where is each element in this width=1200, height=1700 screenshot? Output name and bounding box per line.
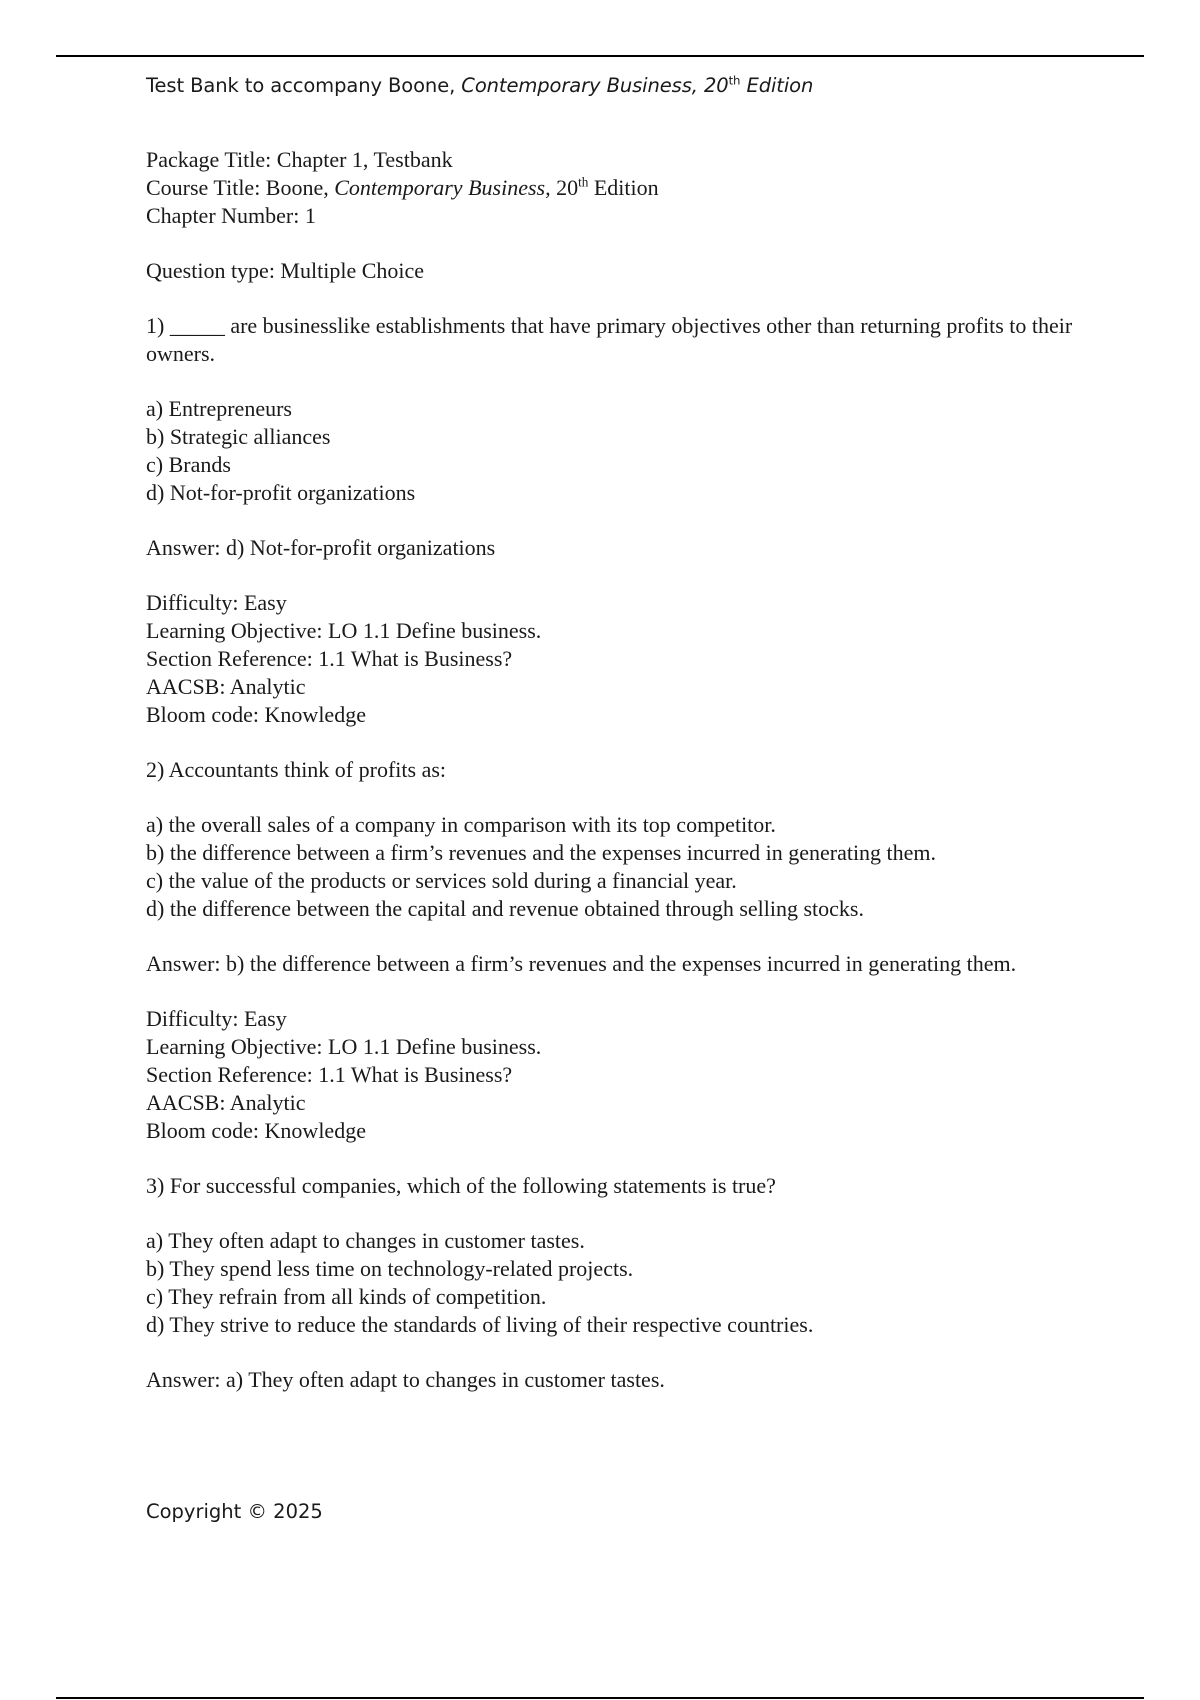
question-2-bloom: Bloom code: Knowledge xyxy=(146,1118,366,1143)
question-2-option-d: d) the difference between the capital and revenue obtained through selling stocks. xyxy=(146,896,864,921)
question-3-option-a: a) They often adapt to changes in customer tastes. xyxy=(146,1228,585,1253)
question-2-stem: 2) Accountants think of profits as: xyxy=(146,757,447,782)
bottom-rule xyxy=(56,1697,1144,1699)
question-1-option-c: c) Brands xyxy=(146,452,231,477)
question-2-difficulty: Difficulty: Easy xyxy=(146,1006,287,1031)
copyright-footer: Copyright © 2025 xyxy=(146,1500,323,1523)
question-1-bloom: Bloom code: Knowledge xyxy=(146,702,366,727)
course-num: 20 xyxy=(550,175,579,200)
question-3-option-d: d) They strive to reduce the standards of living of their respective countries. xyxy=(146,1312,814,1337)
course-book: Contemporary Business, xyxy=(334,175,551,200)
question-3-option-c: c) They refrain from all kinds of competition. xyxy=(146,1284,547,1309)
question-2-answer: Answer: b) the difference between a firm’s revenues and the expenses incurred in generating them. xyxy=(146,951,1017,976)
question-1-option-b: b) Strategic alliances xyxy=(146,424,331,449)
course-prefix: Course Title: Boone, xyxy=(146,175,335,200)
question-2-section: Section Reference: 1.1 What is Business? xyxy=(146,1062,513,1087)
header-book-title: Contemporary Business, 20 xyxy=(461,74,729,97)
document-body xyxy=(146,146,1106,1394)
question-1-objective: Learning Objective: LO 1.1 Define business. xyxy=(146,618,542,643)
header-prefix: Test Bank to accompany Boone, xyxy=(146,74,462,97)
question-3-answer: Answer: a) They often adapt to changes in customer tastes. xyxy=(146,1367,665,1392)
course-sup: th xyxy=(578,174,589,190)
question-2-option-c: c) the value of the products or services sold during a financial year. xyxy=(146,868,737,893)
question-1-option-d: d) Not-for-profit organizations xyxy=(146,480,416,505)
package-title: Package Title: Chapter 1, Testbank xyxy=(146,147,453,172)
top-rule xyxy=(56,55,1144,57)
course-title xyxy=(146,174,1106,202)
question-1-option-a: a) Entrepreneurs xyxy=(146,396,292,421)
header-edition-sup: th xyxy=(728,73,741,88)
header-edition: Edition xyxy=(740,74,814,97)
question-3-stem: 3) For successful companies, which of the following statements is true? xyxy=(146,1173,776,1198)
course-suffix: Edition xyxy=(588,175,659,200)
question-1-stem: 1) _____ are businesslike establishments that have primary objectives other than returning profits to their owners. xyxy=(146,313,1073,366)
question-3-option-b: b) They spend less time on technology-related projects. xyxy=(146,1256,634,1281)
question-1-section: Section Reference: 1.1 What is Business? xyxy=(146,646,513,671)
question-2-objective: Learning Objective: LO 1.1 Define business. xyxy=(146,1034,542,1059)
question-1-aacsb: AACSB: Analytic xyxy=(146,674,306,699)
question-1-answer: Answer: d) Not-for-profit organizations xyxy=(146,535,496,560)
question-1-difficulty: Difficulty: Easy xyxy=(146,590,287,615)
chapter-number: Chapter Number: 1 xyxy=(146,203,316,228)
question-2-option-a: a) the overall sales of a company in comparison with its top competitor. xyxy=(146,812,776,837)
question-2-option-b: b) the difference between a firm’s revenues and the expenses incurred in generating them. xyxy=(146,840,937,865)
question-2-aacsb: AACSB: Analytic xyxy=(146,1090,306,1115)
question-type: Question type: Multiple Choice xyxy=(146,258,425,283)
page-header xyxy=(146,74,813,97)
